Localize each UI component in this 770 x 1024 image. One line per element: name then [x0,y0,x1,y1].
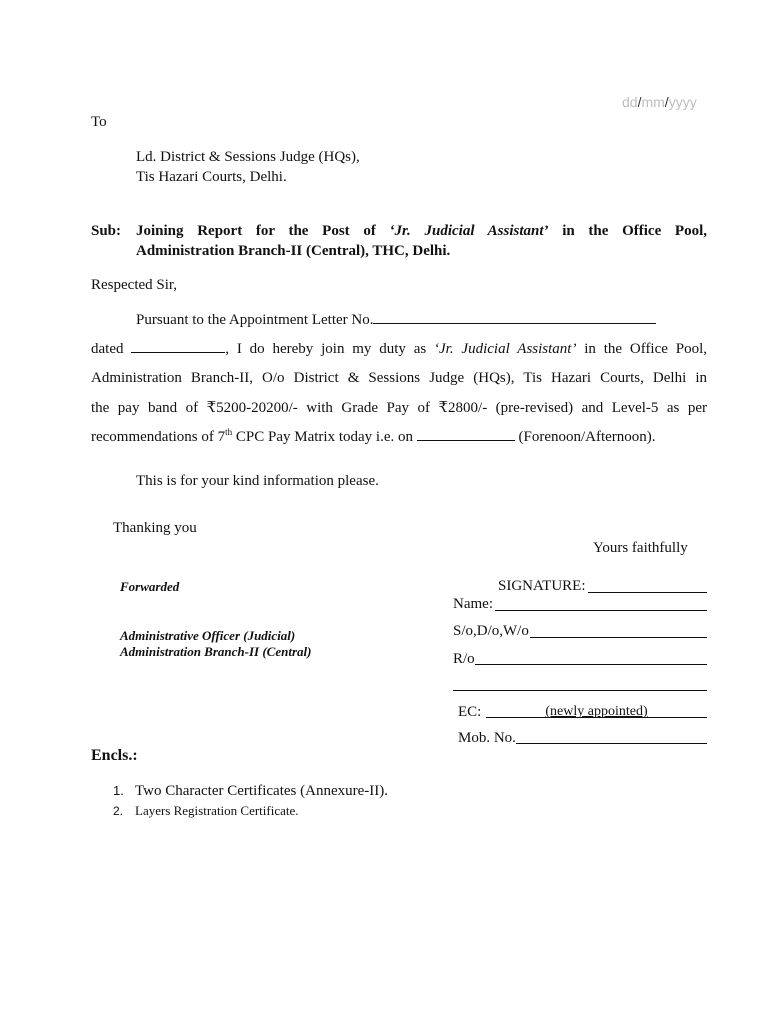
enclosure-item-2: 2. Layers Registration Certificate. [113,803,299,818]
address-line-2-field[interactable] [453,690,707,691]
relation-field[interactable] [530,637,707,638]
ec-underline [486,717,707,718]
mob-label: Mob. No. [458,730,516,746]
forwarded-label: Forwarded [120,579,180,594]
name-field[interactable] [495,610,707,611]
joining-date-blank[interactable] [417,428,515,441]
mob-field[interactable] [516,743,707,744]
addressee-line1: Ld. District & Sessions Judge (HQs), [136,149,360,165]
ec-label: EC: [458,704,482,720]
body-line5: recommendations of 7th CPC Pay Matrix today i.e. on (Forenoon/Afternoon). [91,427,656,445]
body-line3: Administration Branch-II, O/o District & Sessions Judge (HQs), Tis Hazari Courts, Delhi in [91,370,707,386]
ec-field[interactable]: (newly appointed) [545,704,648,719]
dated-blank[interactable] [131,340,225,353]
to-label: To [91,114,107,130]
appointment-letter-no-blank[interactable] [373,311,656,324]
subject-line2: Administration Branch-II (Central), THC, Delhi. [136,243,451,259]
subject-post: ‘Jr. Judicial Assistant’ [389,223,549,239]
date-mm: mm [641,94,665,110]
salutation: Respected Sir, [91,277,178,293]
body-line2: dated , I do hereby join my duty as ‘Jr. Judicial Assistant’ in the Office Pool, [91,341,707,357]
info-line: This is for your kind information please. [136,473,379,489]
relation-label: S/o,D/o,W/o [453,623,529,639]
signature-field[interactable] [588,592,707,593]
enclosures-heading: Encls.: [91,747,138,764]
body-line4: the pay band of ₹5200-20200/- with Grade Pay of ₹2800/- (pre-revised) and Level-5 as per [91,400,707,416]
yours-faithfully: Yours faithfully [593,540,688,556]
body-line1: Pursuant to the Appointment Letter No. [136,311,656,329]
officer-line1: Administrative Officer (Judicial) [120,628,296,643]
subject-line1: Joining Report for the Post of ‘Jr. Judicial Assistant’ in the Office Pool, [136,223,708,239]
date-placeholder: dd/mm/yyyy [622,94,697,110]
officer-line2: Administration Branch-II (Central) [120,644,312,659]
subject-label: Sub: [91,223,122,239]
signature-label: SIGNATURE: [498,578,586,594]
ro-field[interactable] [475,664,707,665]
ro-label: R/o [453,651,475,667]
date-yyyy: yyyy [668,94,697,110]
addressee-line2: Tis Hazari Courts, Delhi. [136,169,287,185]
date-dd: dd [622,94,638,110]
name-label: Name: [453,596,493,612]
thanking-you: Thanking you [113,520,197,536]
enclosure-item-1: 1. Two Character Certificates (Annexure-II). [113,783,388,799]
